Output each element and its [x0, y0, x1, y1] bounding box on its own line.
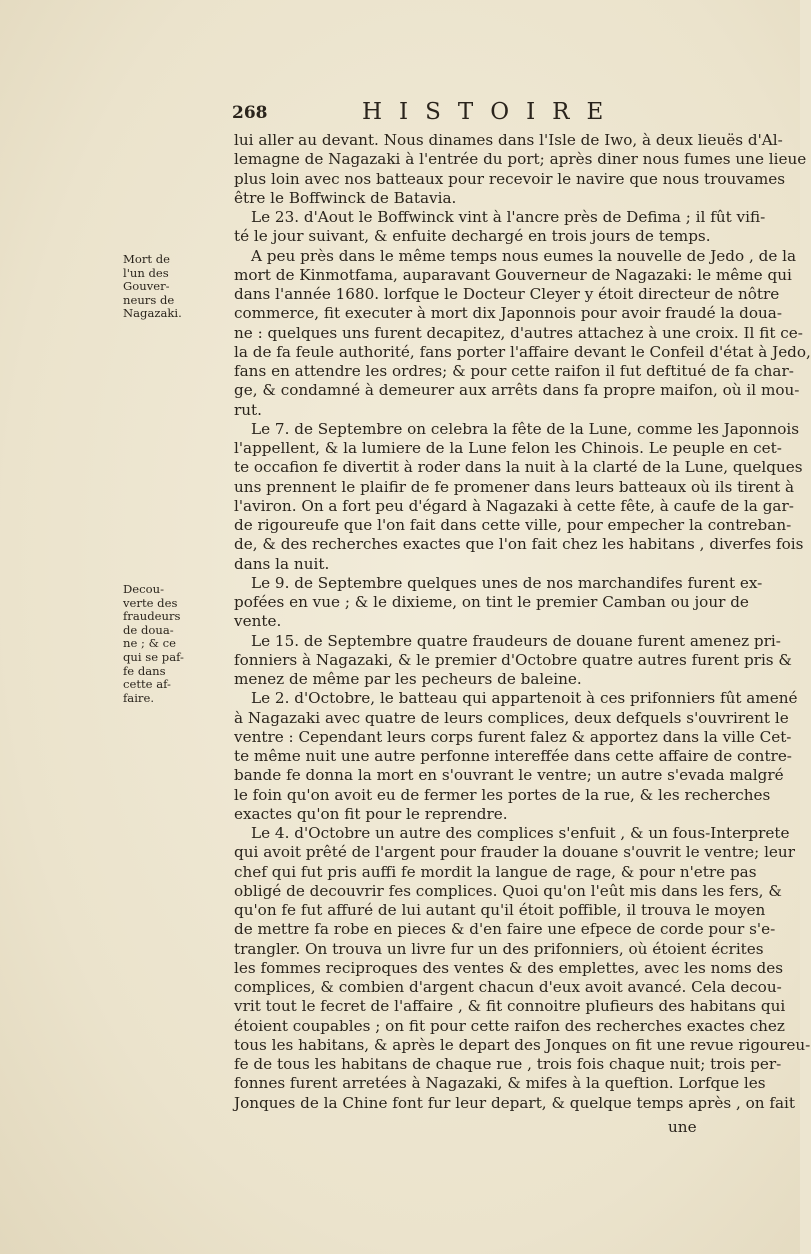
text-line: qu'on fe fut affuré de lui autant qu'il étoit poffible, il trouva le moyen	[234, 901, 766, 919]
text-line: ge, & condamné à demeurer aux arrêts dans fa propre maifon, où il mou-	[234, 381, 800, 400]
text-line: uns prennent le plaifir de fe promener dans leurs batteaux où ils tirent à	[234, 477, 795, 496]
text-line: vrit tout le fecret de l'affaire , & fit connoitre plufieurs des habitans qui	[234, 997, 786, 1016]
text-line: de, & des recherches exactes que l'on fait chez les habitans , diverfes fois	[234, 535, 804, 554]
text-line: bande fe donna la mort en s'ouvrant le ventre; un autre s'evada malgré	[234, 766, 784, 785]
text-line: fans en attendre les ordres; & pour cette raifon il fut deftitué de fa char-	[234, 362, 794, 380]
text-line: dans l'année 1680. lorfque le Docteur Cleyer y étoit directeur de nôtre	[234, 285, 780, 303]
text-line: fe de tous les habitans de chaque rue , trois fois chaque nuit; trois per-	[234, 1055, 782, 1073]
margin-note-line: Mort de	[123, 252, 171, 266]
text-line: exactes qu'on fit pour le reprendre.	[234, 804, 508, 823]
text-line: rut.	[234, 400, 262, 419]
text-line: te même nuit une autre perfonne intereffée dans cette affaire de contre-	[234, 747, 792, 765]
text-line: Le 2. d'Octobre, le batteau qui appartenoit à ces prifonniers fût amené	[251, 689, 798, 708]
margin-note-death-of-governor	[123, 253, 183, 321]
page-header	[232, 99, 702, 133]
margin-note-line: fe dans	[123, 663, 166, 678]
text-line: tous les habitans, & après le depart des Jonques on fit une revue rigoureu-	[234, 1035, 811, 1054]
margin-note-line: ne ; & ce	[123, 636, 176, 651]
margin-note-fraud-discovery	[123, 583, 183, 705]
text-line: obligé de decouvrir fes complices. Quoi qu'on l'eût mis dans les fers, &	[234, 881, 782, 900]
text-line: plus loin avec nos batteaux pour recevoir le navire que nous trouvames	[234, 169, 786, 188]
text-line: étoient coupables ; on fit pour cette raifon des recherches exactes chez	[234, 1016, 785, 1035]
body-text	[234, 131, 811, 1113]
margin-note-line: l'un des	[123, 265, 169, 280]
text-line: menez de même par les pecheurs de baleine.	[234, 670, 582, 688]
text-line: pofées en vue ; & le dixieme, on tint le premier Camban ou jour de	[234, 593, 749, 611]
text-line: chef qui fut pris auffi fe mordit la langue de rage, & pour n'etre pas	[234, 862, 757, 881]
text-line: de rigoureufe que l'on fait dans cette ville, pour empecher la contreban-	[234, 516, 792, 534]
text-line: être le Boffwinck de Batavia.	[234, 188, 457, 207]
text-line: té le jour suivant, & enfuite dechargé en trois jours de temps.	[234, 227, 711, 246]
text-line: ne : quelques uns furent decapitez, d'autres attachez à une croix. Il fit ce-	[234, 323, 803, 342]
margin-note-line: fraudeurs	[123, 609, 181, 624]
text-line: complices, & combien d'argent chacun d'eux avoit avancé. Cela decou-	[234, 978, 782, 996]
margin-note-line: Gouver-	[123, 279, 170, 294]
text-line: Jonques de la Chine font fur leur depart, & quelque temps après , on fait	[234, 1093, 795, 1112]
margin-note-line: qui se paf-	[123, 649, 184, 664]
margin-note-line: Decou-	[123, 582, 165, 596]
text-line: lemagne de Nagazaki à l'entrée du port; après diner nous fumes une lieue	[234, 150, 807, 169]
text-line: Le 9. de Septembre quelques unes de nos marchandifes furent ex-	[251, 573, 763, 592]
text-line: ventre : Cependant leurs corps furent falez & apportez dans la ville Cet-	[234, 727, 792, 746]
text-line: l'aviron. On a fort peu d'égard à Nagazaki à cette fête, à caufe de la gar-	[234, 496, 794, 515]
text-line: mort de Kinmotfama, auparavant Gouverneur de Nagazaki: le même qui	[234, 265, 792, 284]
margin-note-line: verte des	[123, 595, 178, 610]
text-line: trangler. On trouva un livre fur un des prifonniers, où étoient écrites	[234, 939, 764, 958]
text-line: fonniers à Nagazaki, & le premier d'Octobre quatre autres furent pris &	[234, 650, 792, 669]
running-title: HISTOIRE	[362, 99, 621, 125]
text-line: commerce, fit executer à mort dix Japonnois pour avoir fraudé la doua-	[234, 304, 782, 323]
margin-note-line: faire.	[123, 690, 154, 705]
catchword: une	[668, 1118, 697, 1136]
text-line: qui avoit prêté de l'argent pour frauder la douane s'ouvrit le ventre; leur	[234, 843, 795, 862]
text-line: de mettre fa robe en pieces & d'en faire une efpece de corde pour s'e-	[234, 920, 776, 939]
text-line: Le 15. de Septembre quatre fraudeurs de douane furent amenez pri-	[251, 631, 781, 650]
text-line: à Nagazaki avec quatre de leurs complices, deux defquels s'ouvrirent le	[234, 708, 789, 727]
margin-note-line: de doua-	[123, 622, 174, 637]
text-line: lui aller au devant. Nous dinames dans l'Isle de Iwo, à deux lieuës d'Al-	[234, 131, 783, 149]
text-line: A peu près dans le même temps nous eumes la nouvelle de Jedo , de la	[251, 246, 797, 265]
margin-note-line: neurs de	[123, 292, 175, 307]
text-line: Le 23. d'Aout le Boffwinck vint à l'ancre près de Defima ; il fût vifi-	[251, 208, 766, 226]
text-line: dans la nuit.	[234, 554, 330, 573]
text-line: Le 4. d'Octobre un autre des complices s'enfuit , & un fous-Interprete	[251, 824, 790, 842]
page-number: 268	[232, 103, 268, 123]
text-line: Le 7. de Septembre on celebra la fête de la Lune, comme les Japonnois	[251, 419, 800, 438]
margin-note-line: cette af-	[123, 677, 171, 692]
text-line: te occafion fe divertit à roder dans la nuit à la clarté de la Lune, quelques	[234, 458, 803, 477]
text-line: le foin qu'on avoit eu de fermer les portes de la rue, & les recherches	[234, 785, 771, 804]
text-line: fonnes furent arretées à Nagazaki, & mifes à la queftion. Lorfque les	[234, 1074, 766, 1093]
text-line: vente.	[234, 612, 282, 631]
margin-note-line: Nagazaki.	[123, 306, 182, 321]
text-line: la de fa feule authorité, fans porter l'affaire devant le Confeil d'état à Jedo,	[234, 342, 811, 361]
text-line: les fommes reciproques des ventes & des emplettes, avec les noms des	[234, 958, 784, 977]
text-line: l'appellent, & la lumiere de la Lune felon les Chinois. Le peuple en cet-	[234, 439, 782, 457]
